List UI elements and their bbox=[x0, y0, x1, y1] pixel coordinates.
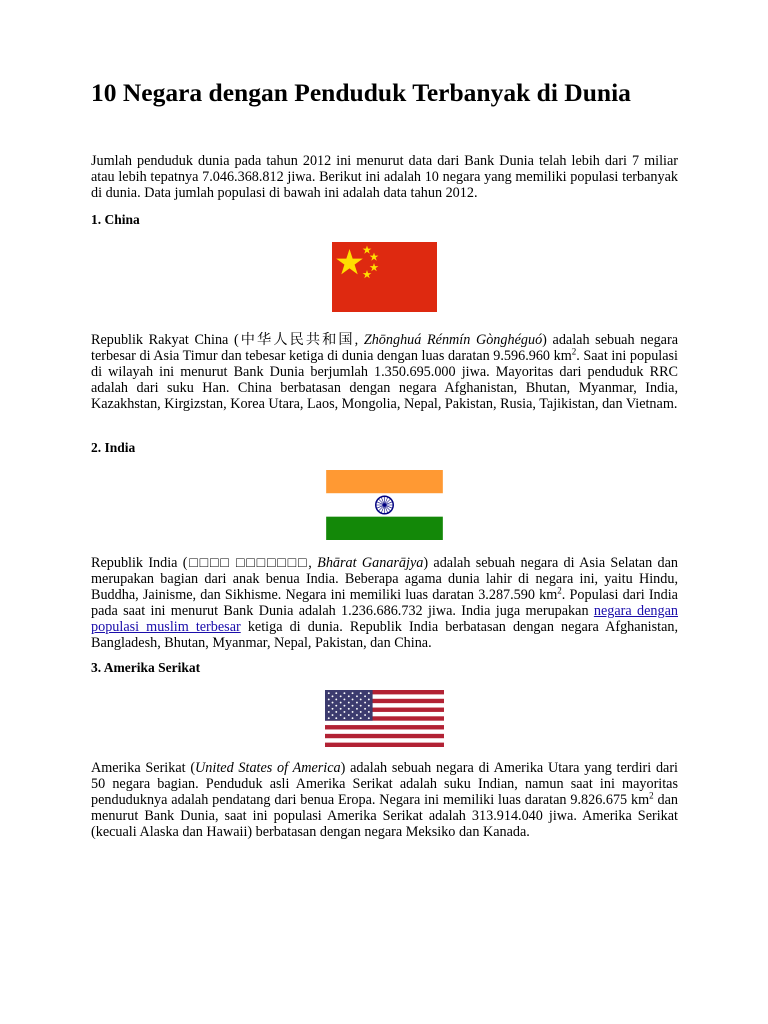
section-heading-china: 1. China bbox=[91, 212, 140, 227]
page-title: 10 Negara dengan Penduduk Terbanyak di Dunia bbox=[91, 78, 631, 107]
usa-flag-icon bbox=[325, 690, 444, 747]
china-native-name: 中华人民共和国 bbox=[238, 332, 355, 348]
muslim-population-link[interactable]: negara dengan populasi muslim terbesar bbox=[91, 603, 678, 636]
china-romanized-name: Zhōnghuá Rénmín Gònghéguó bbox=[363, 332, 543, 348]
usa-paragraph: Amerika Serikat (United States of America) adalah sebuah negara di Amerika Utara yang terdiri dari 50 negara bagian. Penduduk asli Amerika Serikat adalah suku Indian, namun saat ini mayoritas penduduknya adalah pendatang dari benua Eropa. Negara ini memiliki luas daratan 9.826.675 $km^2$ dan menurut Bank Dunia, saat ini populasi Amerika Serikat adalah 313.914.040 jiwa. Amerika Serikat (kecuali Alaska dan Hawaii) berbatasan dengan negara Meksiko dan Kanada. bbox=[91, 760, 678, 841]
china-paragraph: Republik Rakyat China (中华人民共和国, Zhōnghuá Rénmín Gònghéguó) adalah sebuah negara terbesar di Asia Timur dan tebesar ketiga di dunia dengan luas daratan 9.596.960 $km^2$. Saat ini populasi di wilayah ini menurut Bank Dunia berjumlah 1.350.695.000 jiwa. Mayoritas dari penduduk RRC adalah dari suku Han. China berbatasan dengan negara Afghanistan, Bhutan, Myanmar, India, Kazakhstan, Kirgizstan, Korea Utara, Laos, Mongolia, Nepal, Pakistan, Rusia, Tajikistan, dan Vietnam. bbox=[91, 332, 679, 413]
section-heading-india: 2. India bbox=[91, 440, 136, 455]
usa-english-name: United States of America bbox=[195, 760, 341, 776]
india-flag-icon bbox=[325, 470, 444, 540]
india-romanized-name: Bhārat Ganarājya bbox=[317, 555, 424, 571]
china-flag-icon bbox=[325, 242, 444, 312]
india-paragraph: Republik India (□□□□ □□□□□□□, Bhārat Ganarājya) adalah sebuah negara di Asia Selatan dan merupakan bagian dari anak benua India. Beberapa agama dunia lahir di negara ini, yaitu Hindu, Buddha, Jainisme, dan Sikhisme. Negara ini memiliki luas daratan 3.287.590 $km^2$. Populasi dari India pada saat ini menurut Bank Dunia adalah 1.236.686.732 jiwa. India juga merupakan negara dengan populasi muslim terbesar ketiga di dunia. Republik India berbatasan dengan negara Afghanistan, Bangladesh, Bhutan, Myanmar, Nepal, Pakistan, dan China. bbox=[91, 555, 679, 652]
intro-paragraph: Jumlah penduduk dunia pada tahun 2012 ini menurut data dari Bank Dunia telah lebih dari 7 miliar atau lebih tepatnya 7.046.368.812 jiwa. Berikut ini adalah 10 negara yang memiliki populasi terbanyak di dunia. Data jumlah populasi di bawah ini adalah data tahun 2012. bbox=[91, 153, 678, 202]
section-heading-usa: 3. Amerika Serikat bbox=[91, 660, 201, 675]
india-native-name: □□□□ □□□□□□□ bbox=[187, 555, 309, 571]
